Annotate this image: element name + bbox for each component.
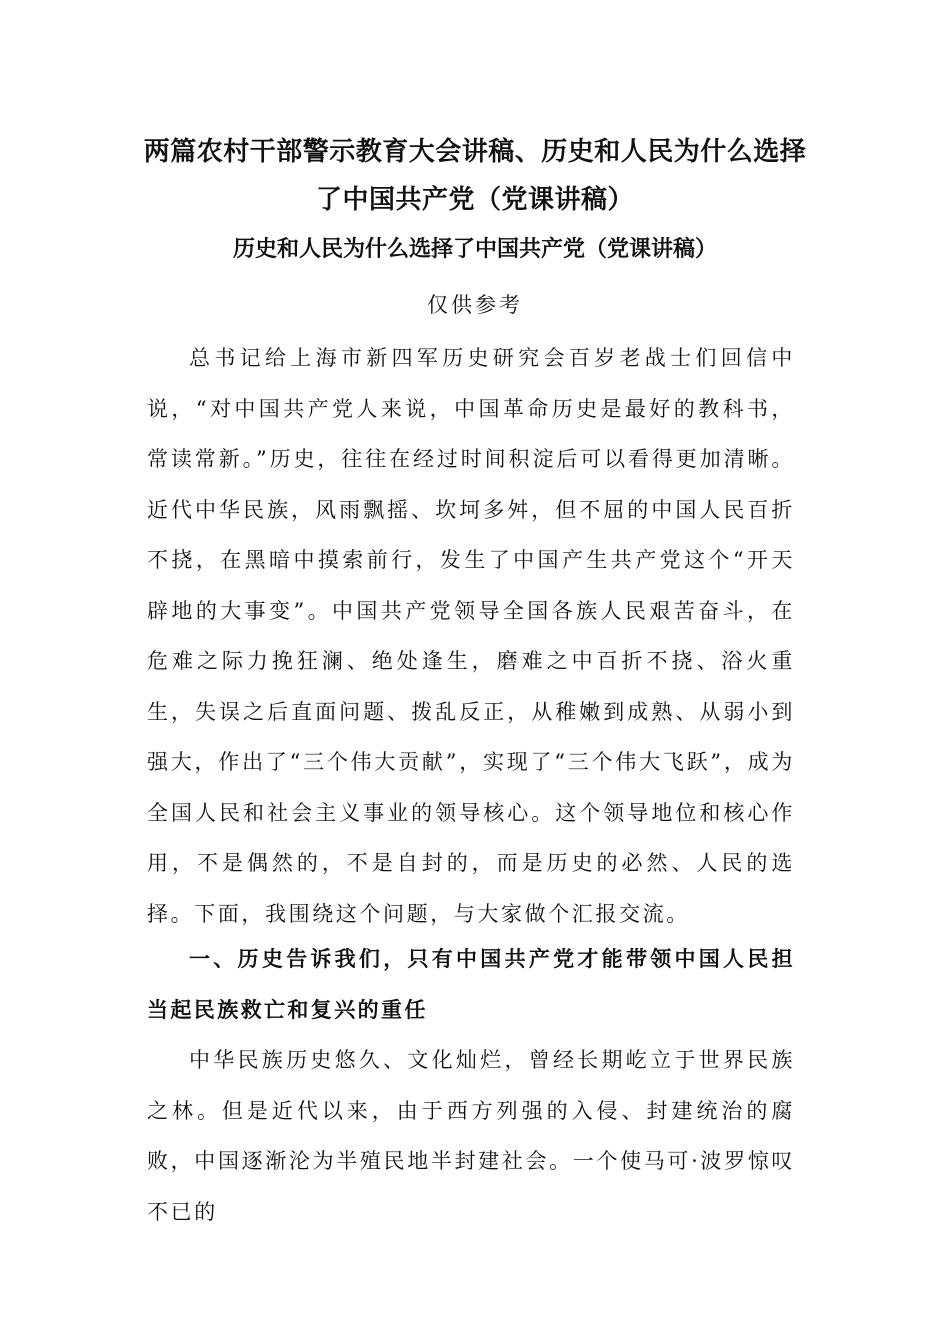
intro-paragraph: 总书记给上海市新四军历史研究会百岁老战士们回信中说，“对中国共产党人来说，中国革命历史是最好的教科书，常读常新。”历史，往往在经过时间积淀后可以看得更加清晰。近代中华民族，风雨飘摇、坎坷多舛，但不屈的中国人民百折不挠，在黑暗中摸索前行，发生了中国产生共产党这个“开天辟地的大事变”。中国共产党领导全国各族人民艰苦奋斗，在危难之际力挽狂澜、绝处逢生，磨难之中百折不挠、浴火重生，失误之后直面问题、拨乱反正，从稚嫩到成熟、从弱小到强大，作出了“三个伟大贡献”，实现了“三个伟大飞跃”，成为全国人民和社会主义事业的领导核心。这个领导地位和核心作用，不是偶然的，不是自封的，而是历史的必然、人民的选择。下面，我围绕这个问题，与大家做个汇报交流。 (147, 346, 795, 926)
document-title: 两篇农村干部警示教育大会讲稿、历史和人民为什么选择了中国共产党（党课讲稿） (143, 137, 807, 215)
document-subtitle: 历史和人民为什么选择了中国共产党（党课讲稿） (232, 237, 717, 262)
reference-note: 仅供参考 (427, 293, 523, 317)
section-paragraph: 中华民族历史悠久、文化灿烂，曾经长期屹立于世界民族之林。但是近代以来，由于西方列强的入侵、封建统治的腐败，中国逐渐沦为半殖民地半封建社会。一个使马可·波罗惊叹不已的 (147, 1048, 795, 1224)
section-heading: 一、历史告诉我们，只有中国共产党才能带领中国人民担当起民族救亡和复兴的重任 (147, 947, 795, 1022)
